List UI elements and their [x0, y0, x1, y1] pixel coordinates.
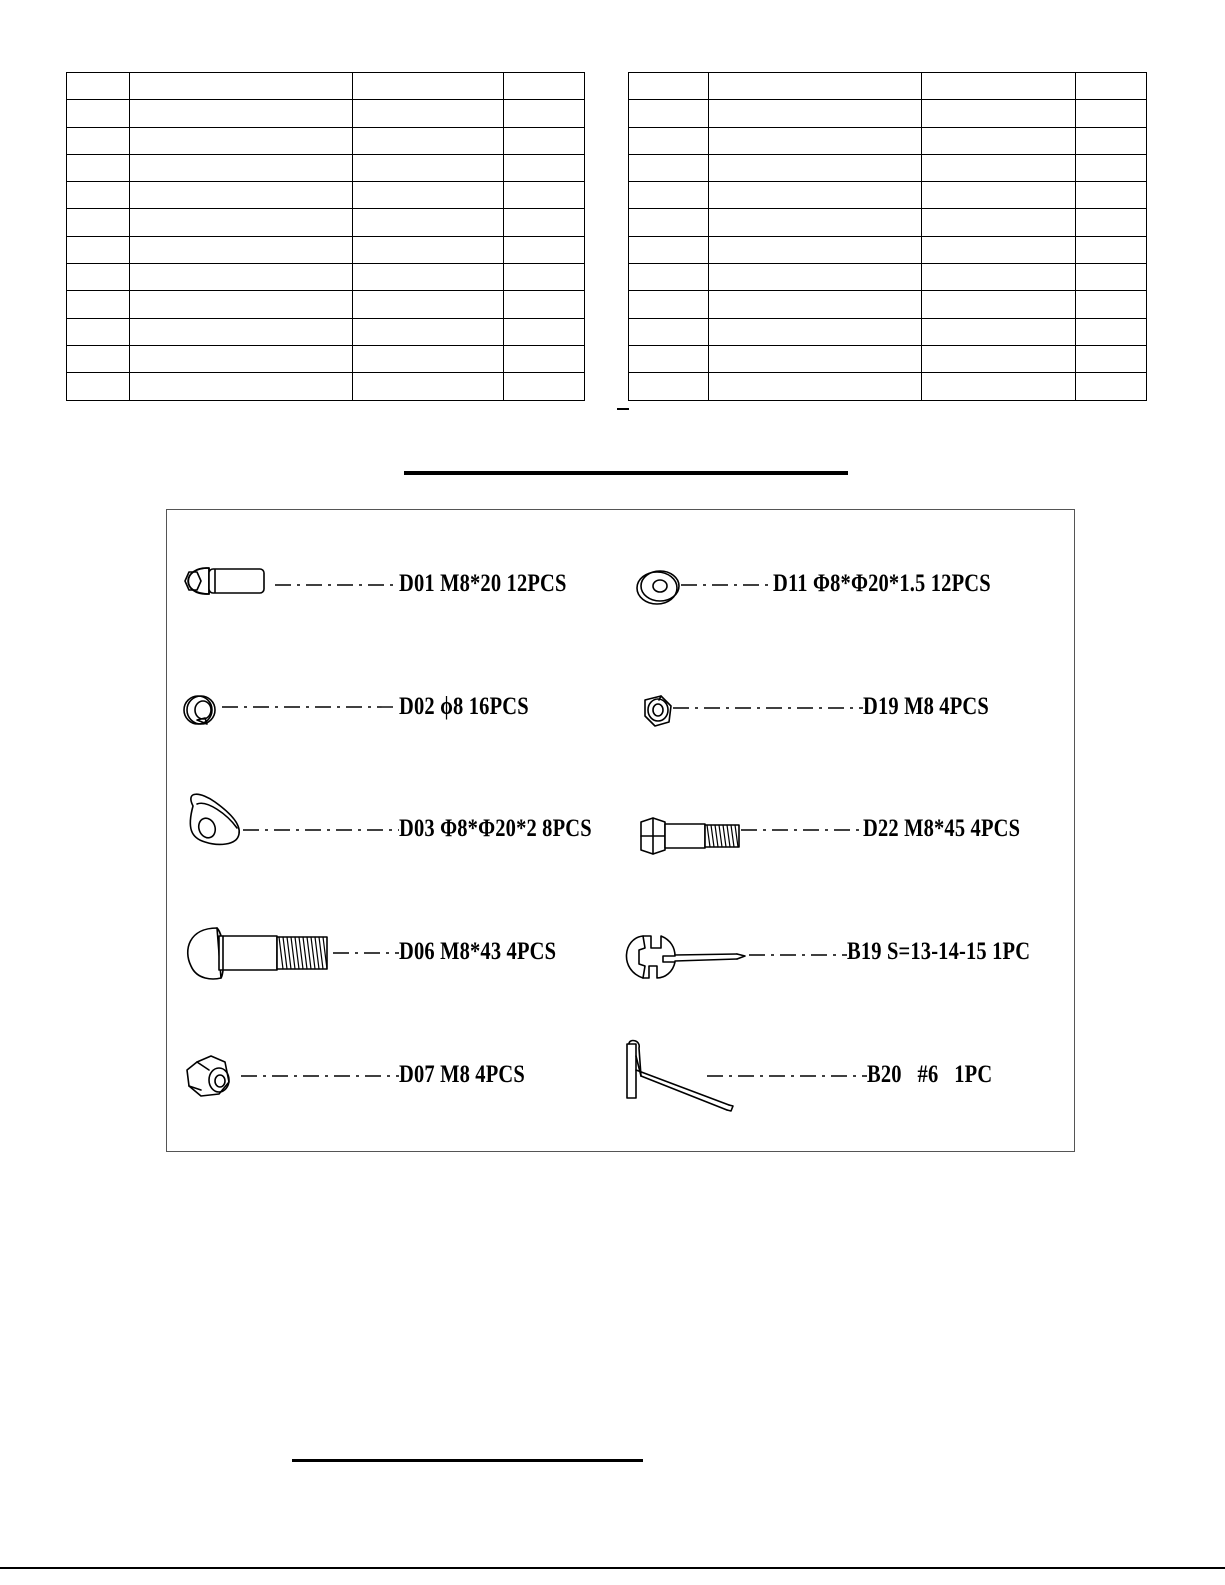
footer-rule	[0, 1567, 1225, 1569]
table-cell	[709, 73, 922, 100]
table-row	[629, 127, 1147, 154]
table-cell	[504, 100, 585, 127]
table-cell	[922, 291, 1076, 318]
table-cell	[67, 73, 130, 100]
table-cell	[922, 318, 1076, 345]
table-cell	[709, 127, 922, 154]
table-cell	[130, 182, 353, 209]
hardware-label-b19: B19 S=13-14-15 1PC	[847, 938, 1031, 965]
table-row	[67, 236, 585, 263]
table-cell	[922, 264, 1076, 291]
table-row	[629, 345, 1147, 372]
table-row	[629, 73, 1147, 100]
table-cell	[629, 236, 709, 263]
table-cell	[709, 100, 922, 127]
table-row	[629, 264, 1147, 291]
table-cell	[709, 182, 922, 209]
table-cell	[130, 209, 353, 236]
table-row	[629, 373, 1147, 400]
parts-table-left	[66, 72, 585, 401]
table-cell	[922, 373, 1076, 400]
table-cell	[504, 345, 585, 372]
table-cell	[67, 154, 130, 181]
hardware-panel	[166, 509, 1075, 1152]
table-cell	[709, 154, 922, 181]
table-row	[629, 182, 1147, 209]
table-cell	[922, 209, 1076, 236]
hardware-label-d19: D19 M8 4PCS	[863, 693, 989, 720]
hardware-label-d06: D06 M8*43 4PCS	[399, 938, 557, 965]
hardware-label-d01: D01 M8*20 12PCS	[399, 570, 567, 597]
button-head-hex-socket-bolt-icon	[185, 568, 264, 594]
table-cell	[922, 100, 1076, 127]
table-row	[67, 209, 585, 236]
table-cell	[67, 127, 130, 154]
multi-wrench-screwdriver-icon	[626, 936, 745, 978]
table-cell	[629, 318, 709, 345]
hardware-label-d22: D22 M8*45 4PCS	[863, 815, 1021, 842]
table-cell	[709, 318, 922, 345]
table-cell	[504, 127, 585, 154]
table-cell	[709, 264, 922, 291]
table-cell	[922, 345, 1076, 372]
table-cell	[1076, 236, 1147, 263]
carriage-bolt-icon	[188, 928, 327, 979]
table-row	[629, 100, 1147, 127]
table-cell	[629, 73, 709, 100]
table-row	[67, 73, 585, 100]
table-row	[629, 318, 1147, 345]
table-row	[67, 100, 585, 127]
table-cell	[629, 100, 709, 127]
table-row	[629, 291, 1147, 318]
table-cell	[1076, 318, 1147, 345]
hardware-label-b20: B20 #6 1PC	[867, 1061, 993, 1088]
table-cell	[130, 154, 353, 181]
table-cell	[67, 100, 130, 127]
table-row	[629, 154, 1147, 181]
table-cell	[130, 291, 353, 318]
table-cell	[504, 154, 585, 181]
table-cell	[504, 236, 585, 263]
table-cell	[67, 345, 130, 372]
table-cell	[130, 100, 353, 127]
table-cell	[629, 291, 709, 318]
table-cell	[709, 345, 922, 372]
table-cell	[130, 73, 353, 100]
table-cell	[709, 209, 922, 236]
table-cell	[922, 182, 1076, 209]
table-cell	[504, 373, 585, 400]
table-cell	[709, 291, 922, 318]
table-cell	[504, 182, 585, 209]
table-row	[67, 127, 585, 154]
table-cell	[1076, 209, 1147, 236]
hardware-label-d11: D11 Φ8*Φ20*1.5 12PCS	[773, 570, 991, 597]
table-cell	[130, 264, 353, 291]
table-cell	[67, 209, 130, 236]
spring-washer-icon	[184, 696, 215, 724]
table-row	[67, 264, 585, 291]
table-cell	[353, 73, 504, 100]
table-cell	[504, 318, 585, 345]
bottom-underline	[292, 1459, 643, 1462]
table-cell	[709, 236, 922, 263]
table-cell	[67, 291, 130, 318]
table-cell	[629, 345, 709, 372]
table-cell	[353, 209, 504, 236]
table-cell	[1076, 127, 1147, 154]
table-cell	[629, 182, 709, 209]
table-cell	[1076, 182, 1147, 209]
table-cell	[67, 264, 130, 291]
table-stub-line	[617, 408, 629, 410]
hex-bolt-icon	[641, 818, 739, 854]
table-cell	[353, 264, 504, 291]
table-cell	[629, 209, 709, 236]
table-row	[67, 318, 585, 345]
table-row	[629, 209, 1147, 236]
table-cell	[629, 154, 709, 181]
table-cell	[504, 209, 585, 236]
table-cell	[130, 318, 353, 345]
parts-table-right	[628, 72, 1147, 401]
table-cell	[353, 236, 504, 263]
table-cell	[629, 127, 709, 154]
table-cell	[130, 236, 353, 263]
table-cell	[130, 345, 353, 372]
table-cell	[67, 373, 130, 400]
table-cell	[353, 154, 504, 181]
table-cell	[1076, 154, 1147, 181]
flat-washer-icon	[637, 571, 679, 604]
table-cell	[629, 264, 709, 291]
table-cell	[709, 373, 922, 400]
table-row	[67, 291, 585, 318]
table-cell	[922, 236, 1076, 263]
table-cell	[629, 373, 709, 400]
table-cell	[504, 291, 585, 318]
table-cell	[922, 73, 1076, 100]
table-cell	[504, 73, 585, 100]
table-row	[629, 236, 1147, 263]
table-cell	[353, 318, 504, 345]
table-cell	[353, 100, 504, 127]
table-row	[67, 182, 585, 209]
table-cell	[922, 127, 1076, 154]
table-cell	[353, 182, 504, 209]
table-cell	[67, 236, 130, 263]
table-cell	[1076, 100, 1147, 127]
table-cell	[1076, 291, 1147, 318]
table-cell	[130, 373, 353, 400]
hardware-label-d02: D02 ϕ8 16PCS	[399, 693, 529, 720]
table-cell	[353, 345, 504, 372]
table-cell	[67, 182, 130, 209]
table-cell	[353, 127, 504, 154]
table-cell	[504, 264, 585, 291]
table-cell	[1076, 345, 1147, 372]
table-row	[67, 154, 585, 181]
nylon-lock-nut-icon	[645, 696, 671, 726]
table-cell	[1076, 373, 1147, 400]
table-row	[67, 373, 585, 400]
table-cell	[1076, 73, 1147, 100]
curved-washer-icon	[190, 794, 239, 844]
table-cell	[130, 127, 353, 154]
table-cell	[353, 373, 504, 400]
cap-nut-icon	[187, 1056, 229, 1096]
table-cell	[1076, 264, 1147, 291]
table-row	[67, 345, 585, 372]
table-cell	[67, 318, 130, 345]
table-cell	[353, 291, 504, 318]
hardware-label-d03: D03 Φ8*Φ20*2 8PCS	[399, 815, 592, 842]
title-underline	[404, 471, 848, 475]
hardware-label-d07: D07 M8 4PCS	[399, 1061, 525, 1088]
table-cell	[922, 154, 1076, 181]
